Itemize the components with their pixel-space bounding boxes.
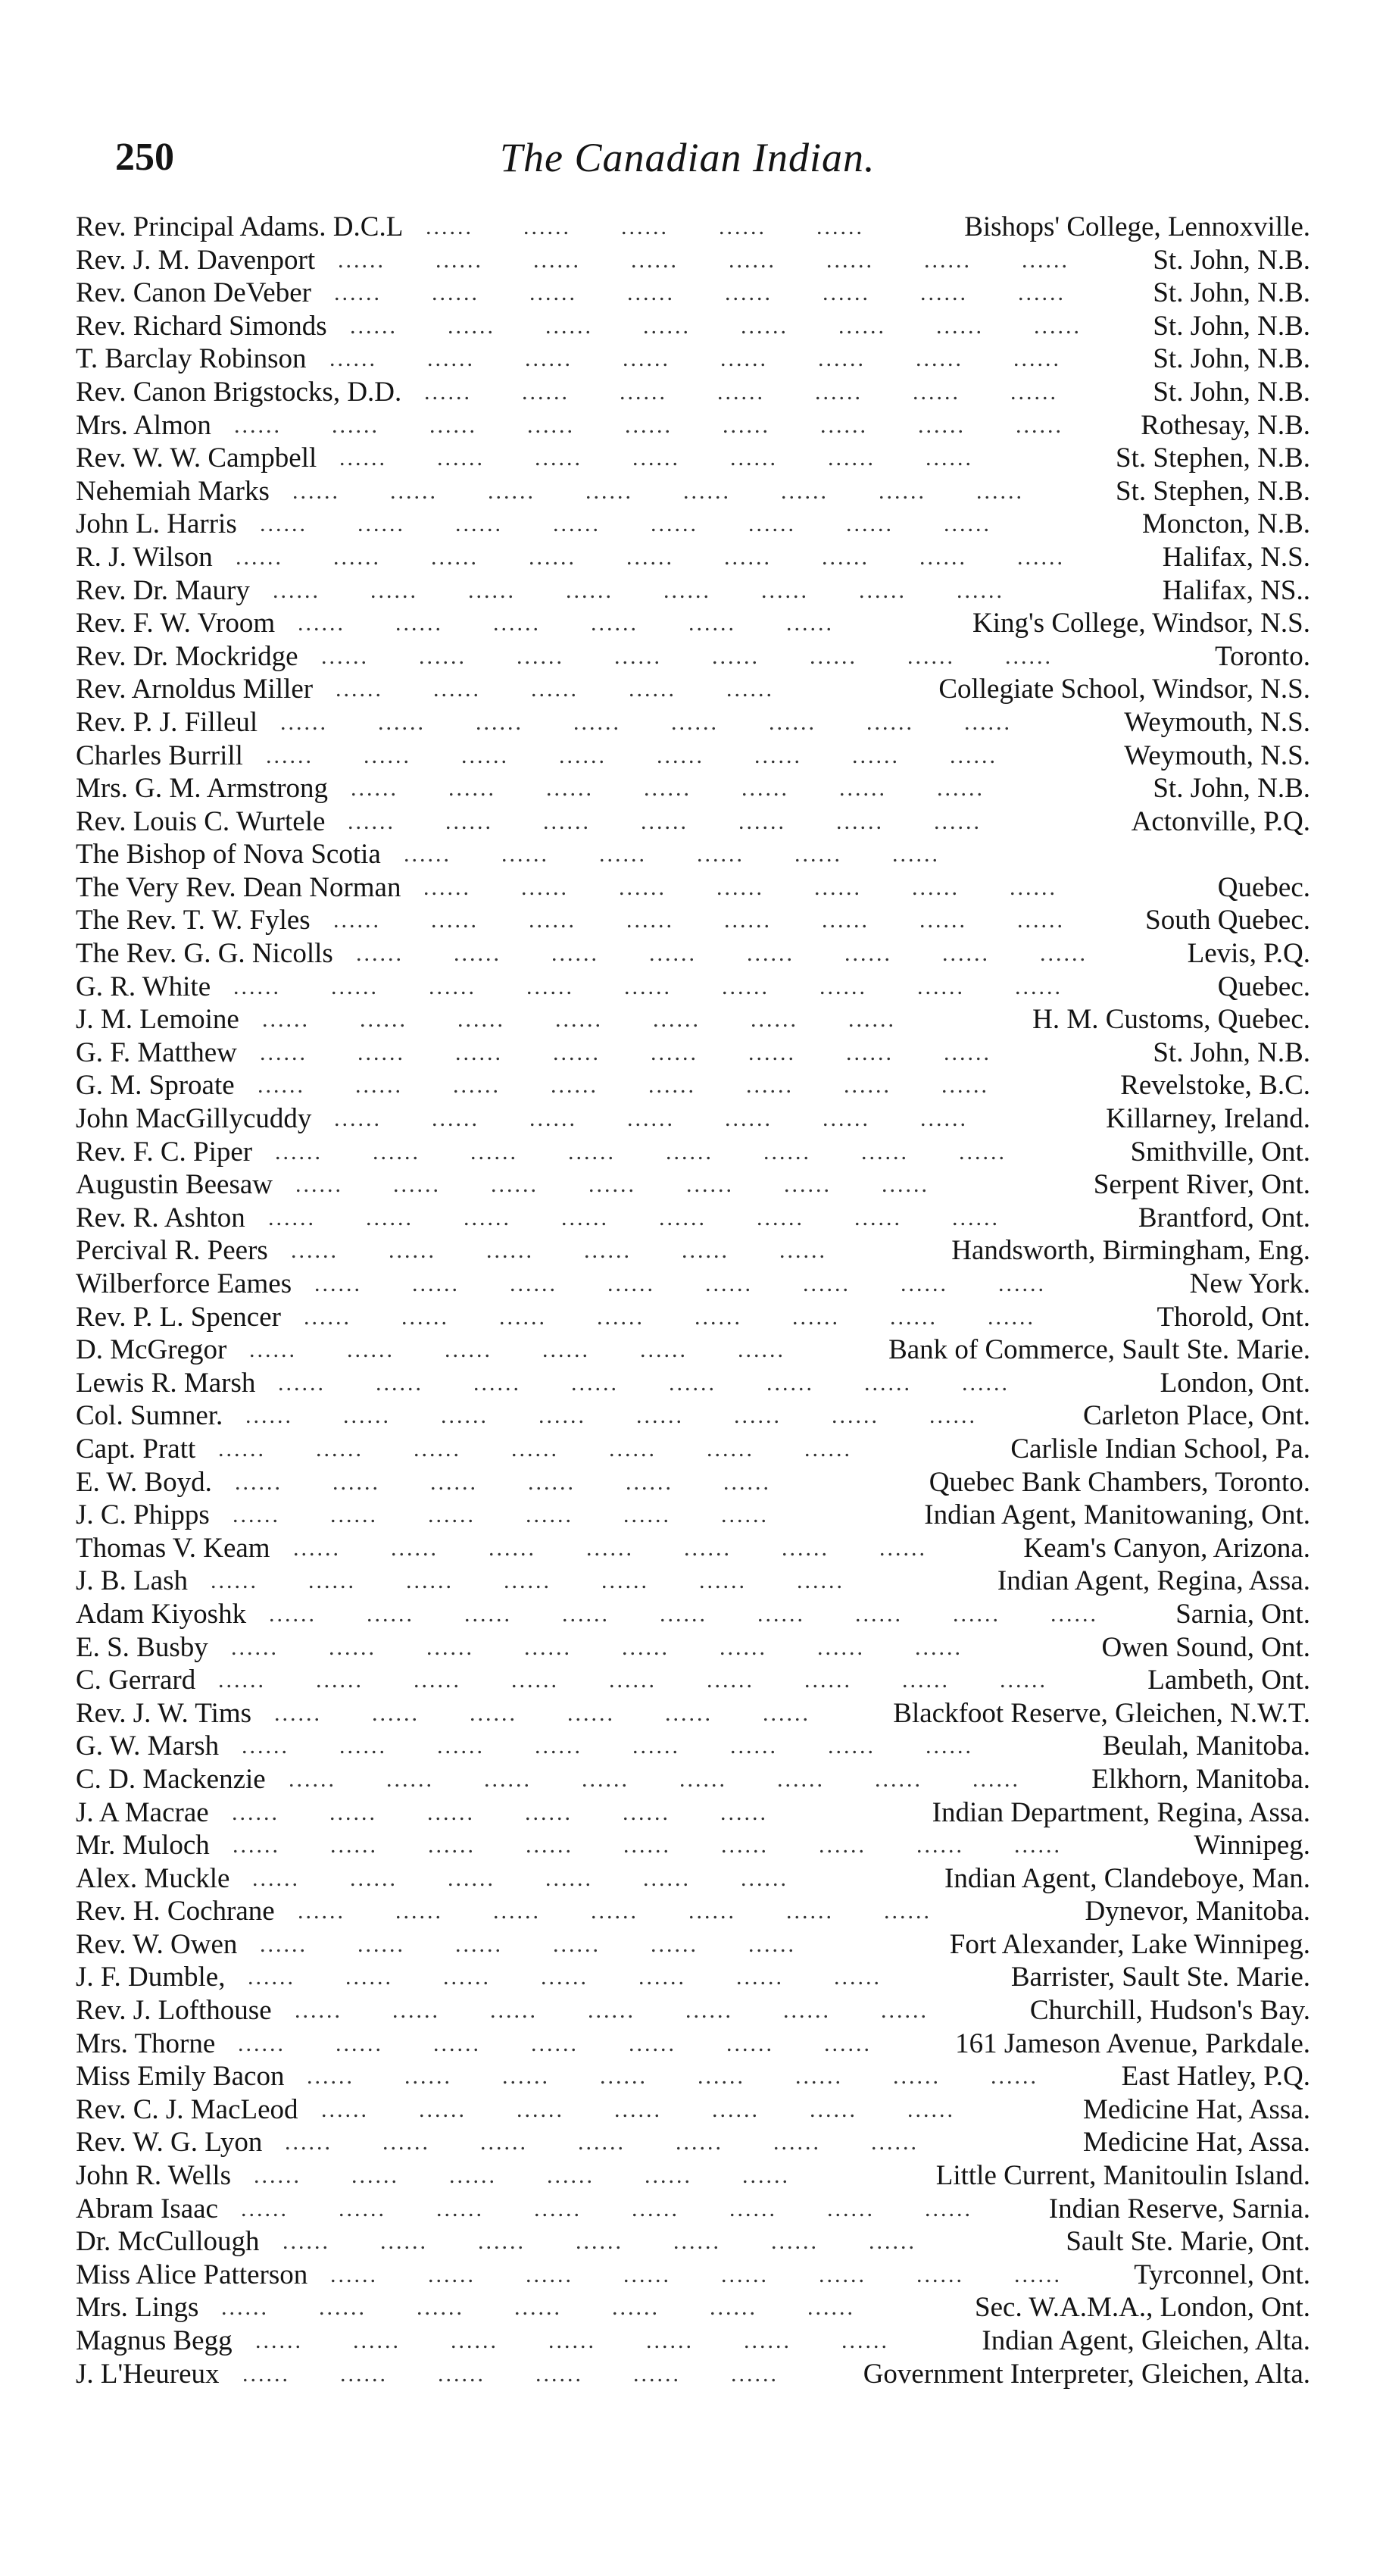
dot-leader: ...... ...... ...... ...... ...... ...... ...... ...... ...... (233, 1833, 1112, 1859)
list-item (76, 1003, 1310, 1036)
entry-address: Winnipeg. (1194, 1830, 1310, 1862)
dot-leader: ...... ...... ...... ...... ...... ...... ...... ...... (241, 2196, 1022, 2221)
list-item (76, 640, 1310, 674)
list-item (76, 1333, 1310, 1367)
entry-address: Carlisle Indian School, Pa. (1010, 1433, 1310, 1465)
dot-leader: ...... ...... ...... ...... ...... ...... (252, 1865, 838, 1891)
entry-address: St. Stephen, N.B. (1116, 442, 1310, 474)
dot-leader: ...... ...... ...... ...... ...... ...... ...... (339, 445, 1023, 471)
list-item (76, 310, 1310, 343)
entry-address: Weymouth, N.S. (1124, 706, 1310, 738)
entry-address: Bank of Commerce, Sault Ste. Marie. (888, 1334, 1310, 1366)
dot-leader: ...... ...... ...... ...... ...... ...... ...... (321, 2096, 1005, 2122)
list-item (76, 1862, 1310, 1896)
dot-leader: ...... ...... ...... ...... ...... ...... (274, 1700, 860, 1726)
entry-address: St. John, N.B. (1153, 376, 1310, 408)
entry-address: St. Stephen, N.B. (1116, 475, 1310, 507)
entry-address: Moncton, N.B. (1142, 508, 1310, 540)
entry-name: Dr. McCullough (76, 2226, 260, 2258)
dot-leader: ...... ...... ...... ...... ...... ...... ...... ...... (266, 742, 1047, 768)
dot-leader: ...... ...... ...... ...... ...... ...... ...... ...... (242, 1733, 1023, 1759)
entry-address: St. John, N.B. (1153, 277, 1310, 309)
list-item (76, 2126, 1310, 2159)
dot-leader: ...... ...... ...... ...... ...... ...... ...... ...... (314, 1271, 1096, 1296)
dot-leader: ...... ...... ...... ...... ...... ...... ...... ...... (338, 247, 1119, 273)
dot-leader: ...... ...... ...... ...... ...... ...... ...... ...... (268, 1205, 1050, 1230)
entry-name: Rev. C. J. MacLeod (76, 2093, 298, 2125)
entry-name: Rev. W. W. Campbell (76, 442, 317, 474)
entry-name: The Bishop of Nova Scotia (76, 839, 381, 871)
entry-address: Serpent River, Ont. (1093, 1169, 1310, 1201)
entry-address: East Hatley, P.Q. (1121, 2061, 1310, 2093)
entry-name: Rev. W. G. Lyon (76, 2127, 263, 2159)
entry-name: E. W. Boyd. (76, 1466, 212, 1498)
entry-name: Adam Kiyoshk (76, 1598, 247, 1630)
entry-name: Rev. Arnoldus Miller (76, 674, 314, 705)
entry-name: John L. Harris (76, 508, 237, 540)
entry-name: The Rev. G. G. Nicolls (76, 938, 333, 970)
list-item (76, 1928, 1310, 1962)
dot-leader: ...... ...... ...... ...... ...... ...... ...... (423, 874, 1107, 900)
list-item (76, 2291, 1310, 2324)
dot-leader: ...... ...... ...... ...... ...... ...... ...... ...... ...... (234, 412, 1113, 438)
list-item (76, 1499, 1310, 1532)
dot-leader: ...... ...... ...... ...... ...... ...... ...... ...... (280, 709, 1062, 735)
dot-leader: ...... ...... ...... ...... ...... ...... ...... ...... (258, 1073, 1039, 1099)
dot-leader: ...... ...... ...... ...... ...... ...... ...... ...... (245, 1403, 1027, 1429)
entry-address: London, Ont. (1160, 1367, 1310, 1399)
entry-address: Indian Agent, Gleichen, Alta. (982, 2325, 1310, 2356)
entry-name: D. McGregor (76, 1334, 227, 1366)
entry-name: T. Barclay Robinson (76, 343, 307, 375)
entry-address: Indian Reserve, Sarnia. (1048, 2193, 1310, 2224)
entry-address: Sec. W.A.M.A., London, Ont. (975, 2292, 1310, 2324)
dot-leader: ...... ...... ...... ...... ...... ...... ...... ...... ...... (236, 544, 1115, 570)
list-item (76, 1664, 1310, 1697)
entry-name: Rev. J. Lofthouse (76, 1995, 272, 2027)
entry-name: Rev. W. Owen (76, 1928, 238, 1960)
dot-leader: ...... ...... ...... ...... ...... ...... ...... ...... (329, 346, 1111, 372)
entry-name: C. Gerrard (76, 1665, 196, 1696)
list-item (76, 1895, 1310, 1928)
entry-address: Medicine Hat, Assa. (1082, 2127, 1310, 2159)
dot-leader: ...... ...... ...... ...... ...... ...... ...... ...... (278, 1370, 1060, 1396)
dot-leader: ...... ...... ...... ...... ...... ...... (404, 842, 990, 868)
entry-name: Rev. H. Cochrane (76, 1896, 275, 1927)
entry-name: Mrs. G. M. Armstrong (76, 773, 329, 805)
running-title: The Canadian Indian. (500, 135, 876, 180)
list-item (76, 244, 1310, 277)
entry-name: Alex. Muckle (76, 1862, 230, 1894)
entry-name: Nehemiah Marks (76, 475, 270, 507)
subscriber-list (76, 211, 1310, 2390)
dot-leader: ...... ...... ...... ...... ...... ...... (242, 2361, 829, 2387)
entry-address: Handsworth, Birmingham, Eng. (951, 1235, 1310, 1267)
entry-name: Abram Isaac (76, 2193, 218, 2224)
dot-leader: ...... ...... ...... ...... ...... ...... ...... (238, 2030, 922, 2056)
list-item (76, 971, 1310, 1004)
list-item (76, 1532, 1310, 1565)
dot-leader: ...... ...... ...... ...... ...... ...... ...... ...... (231, 1634, 1013, 1660)
entry-address: St. John, N.B. (1153, 310, 1310, 342)
entry-address: Killarney, Ireland. (1106, 1103, 1310, 1135)
list-item (76, 2225, 1310, 2259)
entry-name: Percival R. Peers (76, 1235, 268, 1267)
page-number: 250 (115, 136, 174, 179)
dot-leader: ...... ...... ...... ...... ...... ...... ...... (221, 2295, 905, 2321)
entry-address: King's College, Windsor, N.S. (972, 608, 1310, 639)
entry-address: St. John, N.B. (1153, 244, 1310, 276)
list-item (76, 1202, 1310, 1235)
list-item (76, 1036, 1310, 1070)
list-item (76, 342, 1310, 376)
list-item (76, 1466, 1310, 1499)
entry-address: Quebec Bank Chambers, Toronto. (929, 1466, 1310, 1498)
list-item (76, 1301, 1310, 1334)
entry-address: Collegiate School, Windsor, N.S. (938, 674, 1310, 705)
list-item (76, 1961, 1310, 1994)
entry-name: Rev. Richard Simonds (76, 310, 327, 342)
entry-address: Halifax, N.S. (1162, 541, 1310, 573)
entry-address: Indian Agent, Manitowaning, Ont. (924, 1499, 1310, 1531)
dot-leader: ...... ...... ...... ...... ...... ...... ...... ...... (275, 1139, 1057, 1165)
dot-leader: ...... ...... ...... ...... ...... ...... ...... ...... ...... (269, 1601, 1148, 1627)
entry-address: Tyrconnel, Ont. (1134, 2259, 1310, 2290)
entry-address: Carleton Place, Ont. (1082, 1400, 1310, 1432)
entry-address: Beulah, Manitoba. (1102, 1730, 1310, 1762)
entry-address: Lambeth, Ont. (1147, 1665, 1310, 1696)
entry-address: Keam's Canyon, Arizona. (1023, 1532, 1310, 1564)
entry-name: Rev. F. W. Vroom (76, 608, 276, 639)
dot-leader: ...... ...... ...... ...... ...... ...... ...... (351, 776, 1035, 802)
entry-address: Indian Agent, Clandeboye, Man. (944, 1862, 1310, 1894)
list-item (76, 706, 1310, 739)
entry-name: Magnus Begg (76, 2325, 233, 2356)
dot-leader: ...... ...... ...... ...... ...... ...... (249, 1337, 835, 1363)
entry-address: Elkhorn, Manitoba. (1091, 1763, 1310, 1795)
dot-leader: ...... ...... ...... ...... ...... (336, 677, 824, 702)
list-item (76, 871, 1310, 905)
entry-name: Rev. Dr. Mockridge (76, 640, 298, 672)
list-item (76, 2093, 1310, 2127)
list-item (76, 1796, 1310, 1830)
list-item (76, 574, 1310, 608)
dot-leader: ...... ...... ...... ...... ...... ...... ...... (285, 2130, 969, 2156)
list-item (76, 1829, 1310, 1862)
list-item (76, 838, 1310, 871)
list-item (76, 541, 1310, 574)
entry-name: Rev. J. M. Davenport (76, 244, 316, 276)
dot-leader: ...... ...... ...... ...... ...... ...... ...... ...... ...... (218, 1668, 1097, 1693)
dot-leader: ...... ...... ...... ...... ...... ...... ...... (334, 1106, 1018, 1132)
entry-name: Lewis R. Marsh (76, 1367, 256, 1399)
entry-name: C. D. Mackenzie (76, 1763, 266, 1795)
list-item (76, 442, 1310, 475)
entry-address: Government Interpreter, Gleichen, Alta. (863, 2358, 1310, 2390)
entry-address: Toronto. (1215, 640, 1310, 672)
list-item (76, 1268, 1310, 1301)
list-item (76, 1697, 1310, 1730)
list-item (76, 2358, 1310, 2391)
list-item (76, 508, 1310, 541)
list-item (76, 409, 1310, 442)
entry-address: Quebec. (1217, 871, 1310, 903)
dot-leader: ...... ...... ...... ...... ...... ...... (254, 2163, 840, 2189)
entry-name: R. J. Wilson (76, 541, 213, 573)
dot-leader: ...... ...... ...... ...... ...... ...... ...... ...... (273, 577, 1054, 603)
entry-name: Mrs. Lings (76, 2292, 199, 2324)
dot-leader: ...... ...... ...... ...... ...... ...... ...... ...... (260, 1039, 1041, 1065)
dot-leader: ...... ...... ...... ...... ...... ...... ...... (293, 1535, 977, 1561)
entry-name: Capt. Pratt (76, 1433, 196, 1465)
list-item (76, 1598, 1310, 1631)
list-item (76, 2324, 1310, 2358)
list-item (76, 673, 1310, 706)
dot-leader: ...... ...... ...... ...... ...... ...... ...... ...... (292, 478, 1074, 504)
list-item (76, 2193, 1310, 2226)
list-item (76, 475, 1310, 508)
entry-address: Revelstoke, B.C. (1120, 1070, 1310, 1102)
list-item (76, 1565, 1310, 1598)
list-item (76, 1136, 1310, 1169)
dot-leader: ...... ...... ...... ...... ...... ...... ...... (211, 1568, 894, 1594)
entry-address: South Quebec. (1145, 905, 1310, 936)
dot-leader: ...... ...... ...... ...... ...... ...... (232, 1799, 818, 1825)
entry-name: Rev. F. C. Piper (76, 1136, 253, 1168)
entry-name: J. L'Heureux (76, 2358, 220, 2390)
list-item (76, 2060, 1310, 2093)
dot-leader: ...... ...... ...... ...... ...... ...... ...... ...... (333, 908, 1115, 933)
entry-name: J. B. Lash (76, 1565, 188, 1597)
list-item (76, 1102, 1310, 1136)
entry-name: G. R. White (76, 971, 211, 1002)
entry-name: Col. Sumner. (76, 1400, 223, 1432)
list-item (76, 1367, 1310, 1400)
entry-address: St. John, N.B. (1153, 1036, 1310, 1068)
dot-leader: ...... ...... ...... ...... ...... (426, 214, 914, 239)
list-item (76, 1433, 1310, 1466)
entry-address: Fort Alexander, Lake Winnipeg. (949, 1928, 1310, 1960)
entry-name: J. A Macrae (76, 1796, 209, 1828)
entry-name: Augustin Beesaw (76, 1169, 273, 1201)
dot-leader: ...... ...... ...... ...... ...... ...... ...... (255, 2328, 939, 2353)
entry-address: 161 Jameson Avenue, Parkdale. (955, 2027, 1310, 2059)
dot-leader: ...... ...... ...... ...... ...... ...... ...... ...... (330, 2262, 1112, 2287)
entry-address: Halifax, NS.. (1162, 574, 1310, 606)
entry-address: Indian Department, Regina, Assa. (932, 1796, 1310, 1828)
entry-name: The Very Rev. Dean Norman (76, 871, 401, 903)
list-item (76, 211, 1310, 244)
dot-leader: ...... ...... ...... ...... ...... ...... ...... (262, 1007, 946, 1033)
entry-name: Rev. Canon Brigstocks, D.D. (76, 376, 402, 408)
entry-name: J. M. Lemoine (76, 1004, 239, 1036)
entry-address: Owen Sound, Ont. (1101, 1631, 1310, 1663)
entry-name: J. C. Phipps (76, 1499, 210, 1531)
entry-address: Bishops' College, Lennoxville. (964, 211, 1310, 242)
entry-name: The Rev. T. W. Fyles (76, 905, 311, 936)
entry-name: Rev. P. L. Spencer (76, 1301, 281, 1333)
entry-name: J. F. Dumble, (76, 1962, 226, 1993)
list-item (76, 1234, 1310, 1268)
dot-leader: ...... ...... ...... ...... ...... ...... ...... (283, 2229, 966, 2255)
entry-name: John MacGillycuddy (76, 1103, 312, 1135)
list-item (76, 2027, 1310, 2061)
list-item (76, 1631, 1310, 1665)
dot-leader: ...... ...... ...... ...... ...... ...... ...... ...... (356, 941, 1138, 967)
list-item (76, 1730, 1310, 1763)
list-item (76, 1399, 1310, 1433)
entry-address: Dynevor, Manitoba. (1085, 1896, 1310, 1927)
entry-name: Rev. Louis C. Wurtele (76, 805, 326, 837)
entry-address: Indian Agent, Regina, Assa. (997, 1565, 1310, 1597)
entry-address: H. M. Customs, Quebec. (1032, 1004, 1310, 1036)
entry-name: Miss Emily Bacon (76, 2061, 285, 2093)
list-item (76, 376, 1310, 409)
entry-address: Actonville, P.Q. (1131, 805, 1310, 837)
entry-name: Rev. P. J. Filleul (76, 706, 258, 738)
entry-name: John R. Wells (76, 2160, 231, 2192)
list-item (76, 739, 1310, 773)
entry-address: Little Current, Manitoulin Island. (935, 2160, 1310, 2192)
dot-leader: ...... ...... ...... ...... ...... ...... ...... ...... (321, 643, 1103, 669)
list-item (76, 1168, 1310, 1202)
dot-leader: ...... ...... ...... ...... ...... ...... ...... (298, 1899, 982, 1924)
dot-leader: ...... ...... ...... ...... ...... ...... ...... (295, 1998, 979, 2024)
dot-leader: ...... ...... ...... ...... ...... ...... (233, 1502, 819, 1528)
dot-leader: ...... ...... ...... ...... ...... ...... (291, 1238, 877, 1264)
list-item (76, 904, 1310, 937)
dot-leader: ...... ...... ...... ...... ...... ...... (298, 611, 884, 636)
entry-name: Mrs. Thorne (76, 2027, 216, 2059)
list-item (76, 277, 1310, 310)
entry-address: Rothesay, N.B. (1141, 409, 1310, 441)
entry-name: G. M. Sproate (76, 1070, 235, 1102)
dot-leader: ...... ...... ...... ...... ...... ...... ...... ...... (334, 280, 1116, 306)
dot-leader: ...... ...... ...... ...... ...... ...... ...... (348, 808, 1032, 834)
entry-name: G. W. Marsh (76, 1730, 220, 1762)
dot-leader: ...... ...... ...... ...... ...... ...... (235, 1469, 821, 1495)
dot-leader: ...... ...... ...... ...... ...... ...... ...... ...... (260, 511, 1041, 537)
entry-name: Mrs. Almon (76, 409, 211, 441)
entry-address: Barrister, Sault Ste. Marie. (1010, 1962, 1310, 1993)
entry-address: Sarnia, Ont. (1175, 1598, 1310, 1630)
entry-address: Smithville, Ont. (1130, 1136, 1310, 1168)
entry-name: Rev. Canon DeVeber (76, 277, 311, 309)
dot-leader: ...... ...... ...... ...... ...... ...... ...... (424, 379, 1108, 405)
entry-name: Rev. Principal Adams. D.C.L (76, 211, 404, 242)
entry-address: Levis, P.Q. (1187, 938, 1310, 970)
dot-leader: ...... ...... ...... ...... ...... ...... ...... ...... ...... (233, 974, 1113, 999)
dot-leader: ...... ...... ...... ...... ...... ...... (260, 1931, 846, 1957)
entry-address: St. John, N.B. (1153, 343, 1310, 375)
entry-name: Rev. Dr. Maury (76, 574, 250, 606)
entry-address: Thorold, Ont. (1157, 1301, 1310, 1333)
entry-address: Blackfoot Reserve, Gleichen, N.W.T. (893, 1697, 1310, 1729)
list-item (76, 772, 1310, 805)
entry-name: G. F. Matthew (76, 1036, 237, 1068)
entry-name: Mr. Muloch (76, 1830, 210, 1862)
entry-name: Wilberforce Eames (76, 1268, 292, 1299)
entry-address: Quebec. (1217, 971, 1310, 1002)
entry-address: Weymouth, N.S. (1124, 739, 1310, 771)
entry-name: Miss Alice Patterson (76, 2259, 308, 2290)
list-item (76, 607, 1310, 640)
entry-name: Thomas V. Keam (76, 1532, 270, 1564)
page-header (106, 127, 1318, 188)
entry-name: Charles Burrill (76, 739, 243, 771)
list-item (76, 2259, 1310, 2292)
entry-name: E. S. Busby (76, 1631, 208, 1663)
dot-leader: ...... ...... ...... ...... ...... ...... ...... ...... (304, 1304, 1085, 1330)
dot-leader: ...... ...... ...... ...... ...... ...... ...... (218, 1436, 902, 1462)
entry-name: Rev. J. W. Tims (76, 1697, 252, 1729)
entry-name: Rev. R. Ashton (76, 1202, 245, 1233)
dot-leader: ...... ...... ...... ...... ...... ...... ...... ...... (289, 1766, 1070, 1792)
dot-leader: ...... ...... ...... ...... ...... ...... ...... ...... (307, 2064, 1088, 2090)
list-item (76, 2159, 1310, 2193)
dot-leader: ...... ...... ...... ...... ...... ...... ...... (295, 1172, 979, 1198)
entry-address: Churchill, Hudson's Bay. (1029, 1995, 1310, 2027)
list-item (76, 1069, 1310, 1102)
entry-address: Medicine Hat, Assa. (1082, 2093, 1310, 2125)
list-item (76, 937, 1310, 971)
entry-address: New York. (1189, 1268, 1310, 1299)
entry-address: Sault Ste. Marie, Ont. (1066, 2226, 1310, 2258)
entry-address: Brantford, Ont. (1138, 1202, 1310, 1233)
dot-leader: ...... ...... ...... ...... ...... ...... ...... ...... (350, 313, 1132, 339)
list-item (76, 805, 1310, 839)
list-item (76, 1994, 1310, 2027)
dot-leader: ...... ...... ...... ...... ...... ...... ...... (248, 1965, 932, 1990)
entry-address: St. John, N.B. (1153, 773, 1310, 805)
list-item (76, 1763, 1310, 1796)
